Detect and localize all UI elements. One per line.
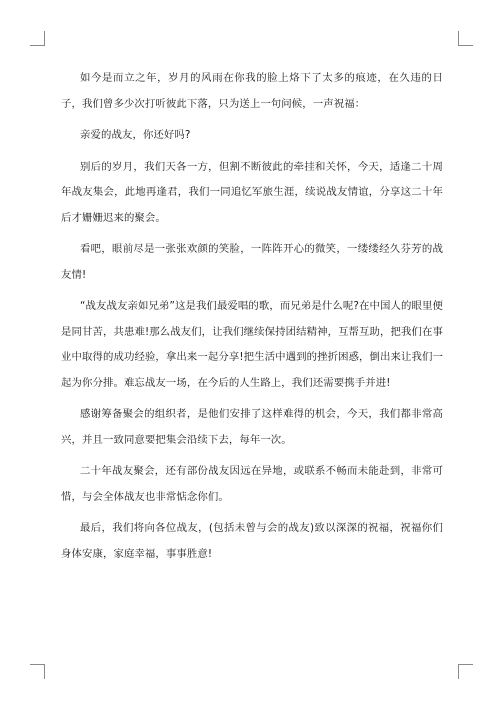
crop-mark-bottom-right	[458, 664, 473, 679]
paragraph-closing: 最后，我们将向各位战友，(包括未曾与会的战友)致以深深的祝福，祝福你们身体安康，家庭幸福，事事胜意!	[61, 522, 443, 560]
paragraph-greeting: 亲爱的战友，你还好吗?	[80, 129, 191, 141]
crop-mark-bottom-left	[30, 664, 45, 679]
document-body	[61, 66, 443, 573]
paragraph-opening: 如今是而立之年，岁月的风雨在你我的脸上烙下了太多的痕迹，在久违的日子，我们曾多少次打听彼此下落，只为送上一句问候，一声祝福：	[61, 72, 443, 110]
paragraph-reunion: 别后的岁月，我们天各一方，但割不断彼此的牵挂和关怀，今天，适逢二十周年战友集会，此地再逢君，我们一同追忆军旅生涯，续说战友情谊，分享这二十年后才姗姗迟来的聚会。	[61, 160, 443, 224]
paragraph-brotherhood: “战友战友亲如兄弟”这是我们最爱唱的歌，而兄弟是什么呢?在中国人的眼里便是同甘苦，共患难!那么战友们，让我们继续保持团结精神，互帮互助，把我们在事业中取得的成功经验，拿出来一起分享!把生活中遇到的挫折困惑，倒出来让我们一起为你分排。难忘战友一场，在今后的人生路上，我们还需要携手并进!	[61, 300, 443, 389]
crop-mark-top-right	[458, 31, 473, 46]
paragraph-thanks: 感谢筹备聚会的组织者，是他们安排了这样难得的机会，今天，我们都非常高兴，并且一致同意要把集会沿续下去，每年一次。	[61, 408, 443, 446]
paragraph-absent-comrades: 二十年战友聚会，还有部份战友因远在异地，或联系不畅而未能赴到，非常可惜，与会全体战友也非常惦念你们。	[61, 465, 443, 503]
paragraph-smiles: 看吧，眼前尽是一张张欢颜的笑脸，一阵阵开心的微笑，一缕缕经久芬芳的战友情!	[61, 243, 443, 281]
crop-mark-top-left	[30, 31, 45, 46]
